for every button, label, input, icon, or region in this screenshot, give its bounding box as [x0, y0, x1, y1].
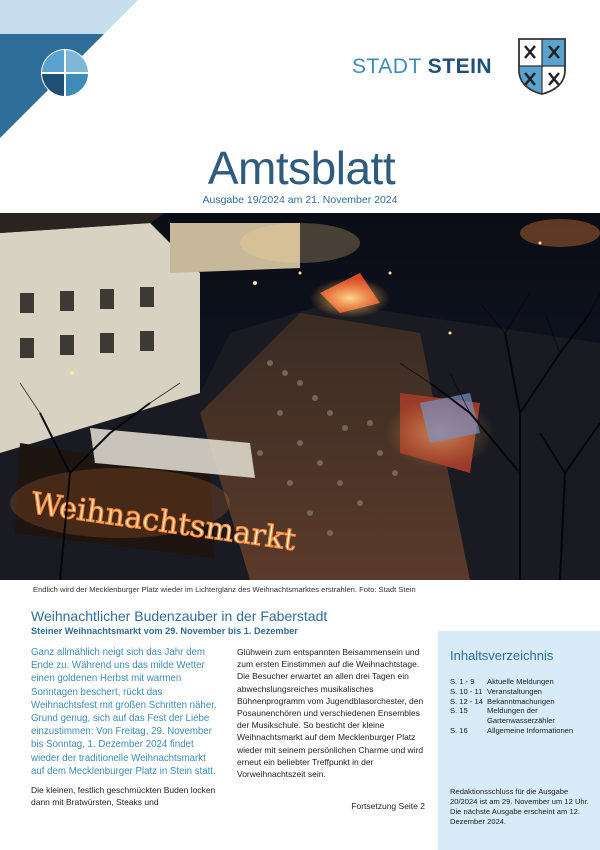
toc-item: [450, 687, 595, 697]
deadline-note: Redaktionsschluss für die Ausgabe 20/2024 ist am 29. November um 12 Uhr. Die nächste Ausgabe erscheint am 12. Dezember 2024.: [450, 787, 589, 826]
article-paragraph-1: Die kleinen, festlich geschmückten Buden locken dann mit Bratwürsten, Steaks und: [31, 785, 216, 808]
corner-logo-graphic: [0, 0, 140, 140]
issue-info: Ausgabe 19/2024 am 21. November 2024: [202, 194, 398, 206]
continued-note: Fortsetzung Seite 2: [351, 801, 425, 811]
brand-name-part1: STADT: [352, 55, 422, 78]
article-paragraph-2: Glühwein zum entspannten Beisammensein und zum ersten Einstimmen auf die Weihnachtstage.: [237, 647, 420, 670]
brand-name-part2: STEIN: [427, 55, 493, 78]
article-column-2: [237, 646, 427, 780]
toc-item-pages: S. 16: [450, 725, 468, 735]
article-paragraph-3: Die Besucher erwartet an allen drei Tagen ein abwechslungsreiches musikalisches Bühnenprogramm vom Jugendblasorchester, den Posaunenchören und verschiedenen Ensembles der Musikschule. So besticht der kleine Weihnachtsmarkt auf dem Mecklenburger Platz wieder mit seinem persönlichen Charme und wird erneut ein beliebter Treffpunkt in der Vorweihnachtszeit sein.: [237, 671, 424, 780]
toc-item-title: Veranstaltungen: [487, 686, 542, 696]
toc-title: Inhaltsverzeichnis: [450, 648, 554, 663]
toc-item-pages: S. 12 - 14: [450, 696, 483, 706]
coat-of-arms-icon: [516, 36, 568, 96]
toc-item: [450, 706, 595, 726]
toc-item: [450, 726, 595, 736]
market-sign-text: Weihnachtsmarkt: [28, 486, 298, 559]
toc-item-pages: S. 10 - 11: [450, 686, 483, 696]
article-headline: Weihnachtlicher Budenzauber in der Faberstadt: [31, 608, 328, 624]
photo-caption: Endlich wird der Mecklenburger Platz wieder im Lichterglanz des Weihnachtsmarktes erstrahlen. Foto: Stadt Stein: [33, 585, 416, 594]
toc-item-title: Allgemeine Informationen: [487, 725, 574, 735]
toc-item: [450, 697, 595, 707]
article-column-1: [31, 646, 219, 808]
toc-item-title: Meldungen der Gartenwasserzähler: [487, 706, 555, 726]
table-of-contents: [438, 631, 600, 850]
cover-photo-illustration: [0, 213, 600, 580]
article-subheadline: Steiner Weihnachtsmarkt vom 29. November bis 1. Dezember: [31, 626, 298, 636]
article-lead: Ganz allmählich neigt sich das Jahr dem Ende zu. Während uns das milde Wetter einen goldenen Herbst mit warmen Sonntagen beschert, rückt das Weihnachtsfest mit großen Schritten näher. Grund genug, sich auf das Fest der Liebe einzustimmen: Von Freitag, 29. November bis Sonntag, 1. Dezember 2024 findet wieder der traditionelle Weihnachtsmarkt auf dem Mecklenburger Platz in Stein statt.: [31, 647, 217, 777]
toc-item-title: Bekanntmachungen: [487, 696, 555, 706]
toc-list: [450, 677, 595, 736]
toc-item-pages: S. 15: [450, 706, 468, 716]
brand-name: [352, 55, 492, 79]
toc-item-pages: S. 1 - 9: [450, 677, 475, 686]
toc-item: [450, 677, 595, 687]
toc-item-title: Aktuelle Meldungen: [487, 677, 554, 686]
masthead-title: Amtsblatt: [207, 142, 396, 194]
cover-photo: [0, 213, 600, 580]
